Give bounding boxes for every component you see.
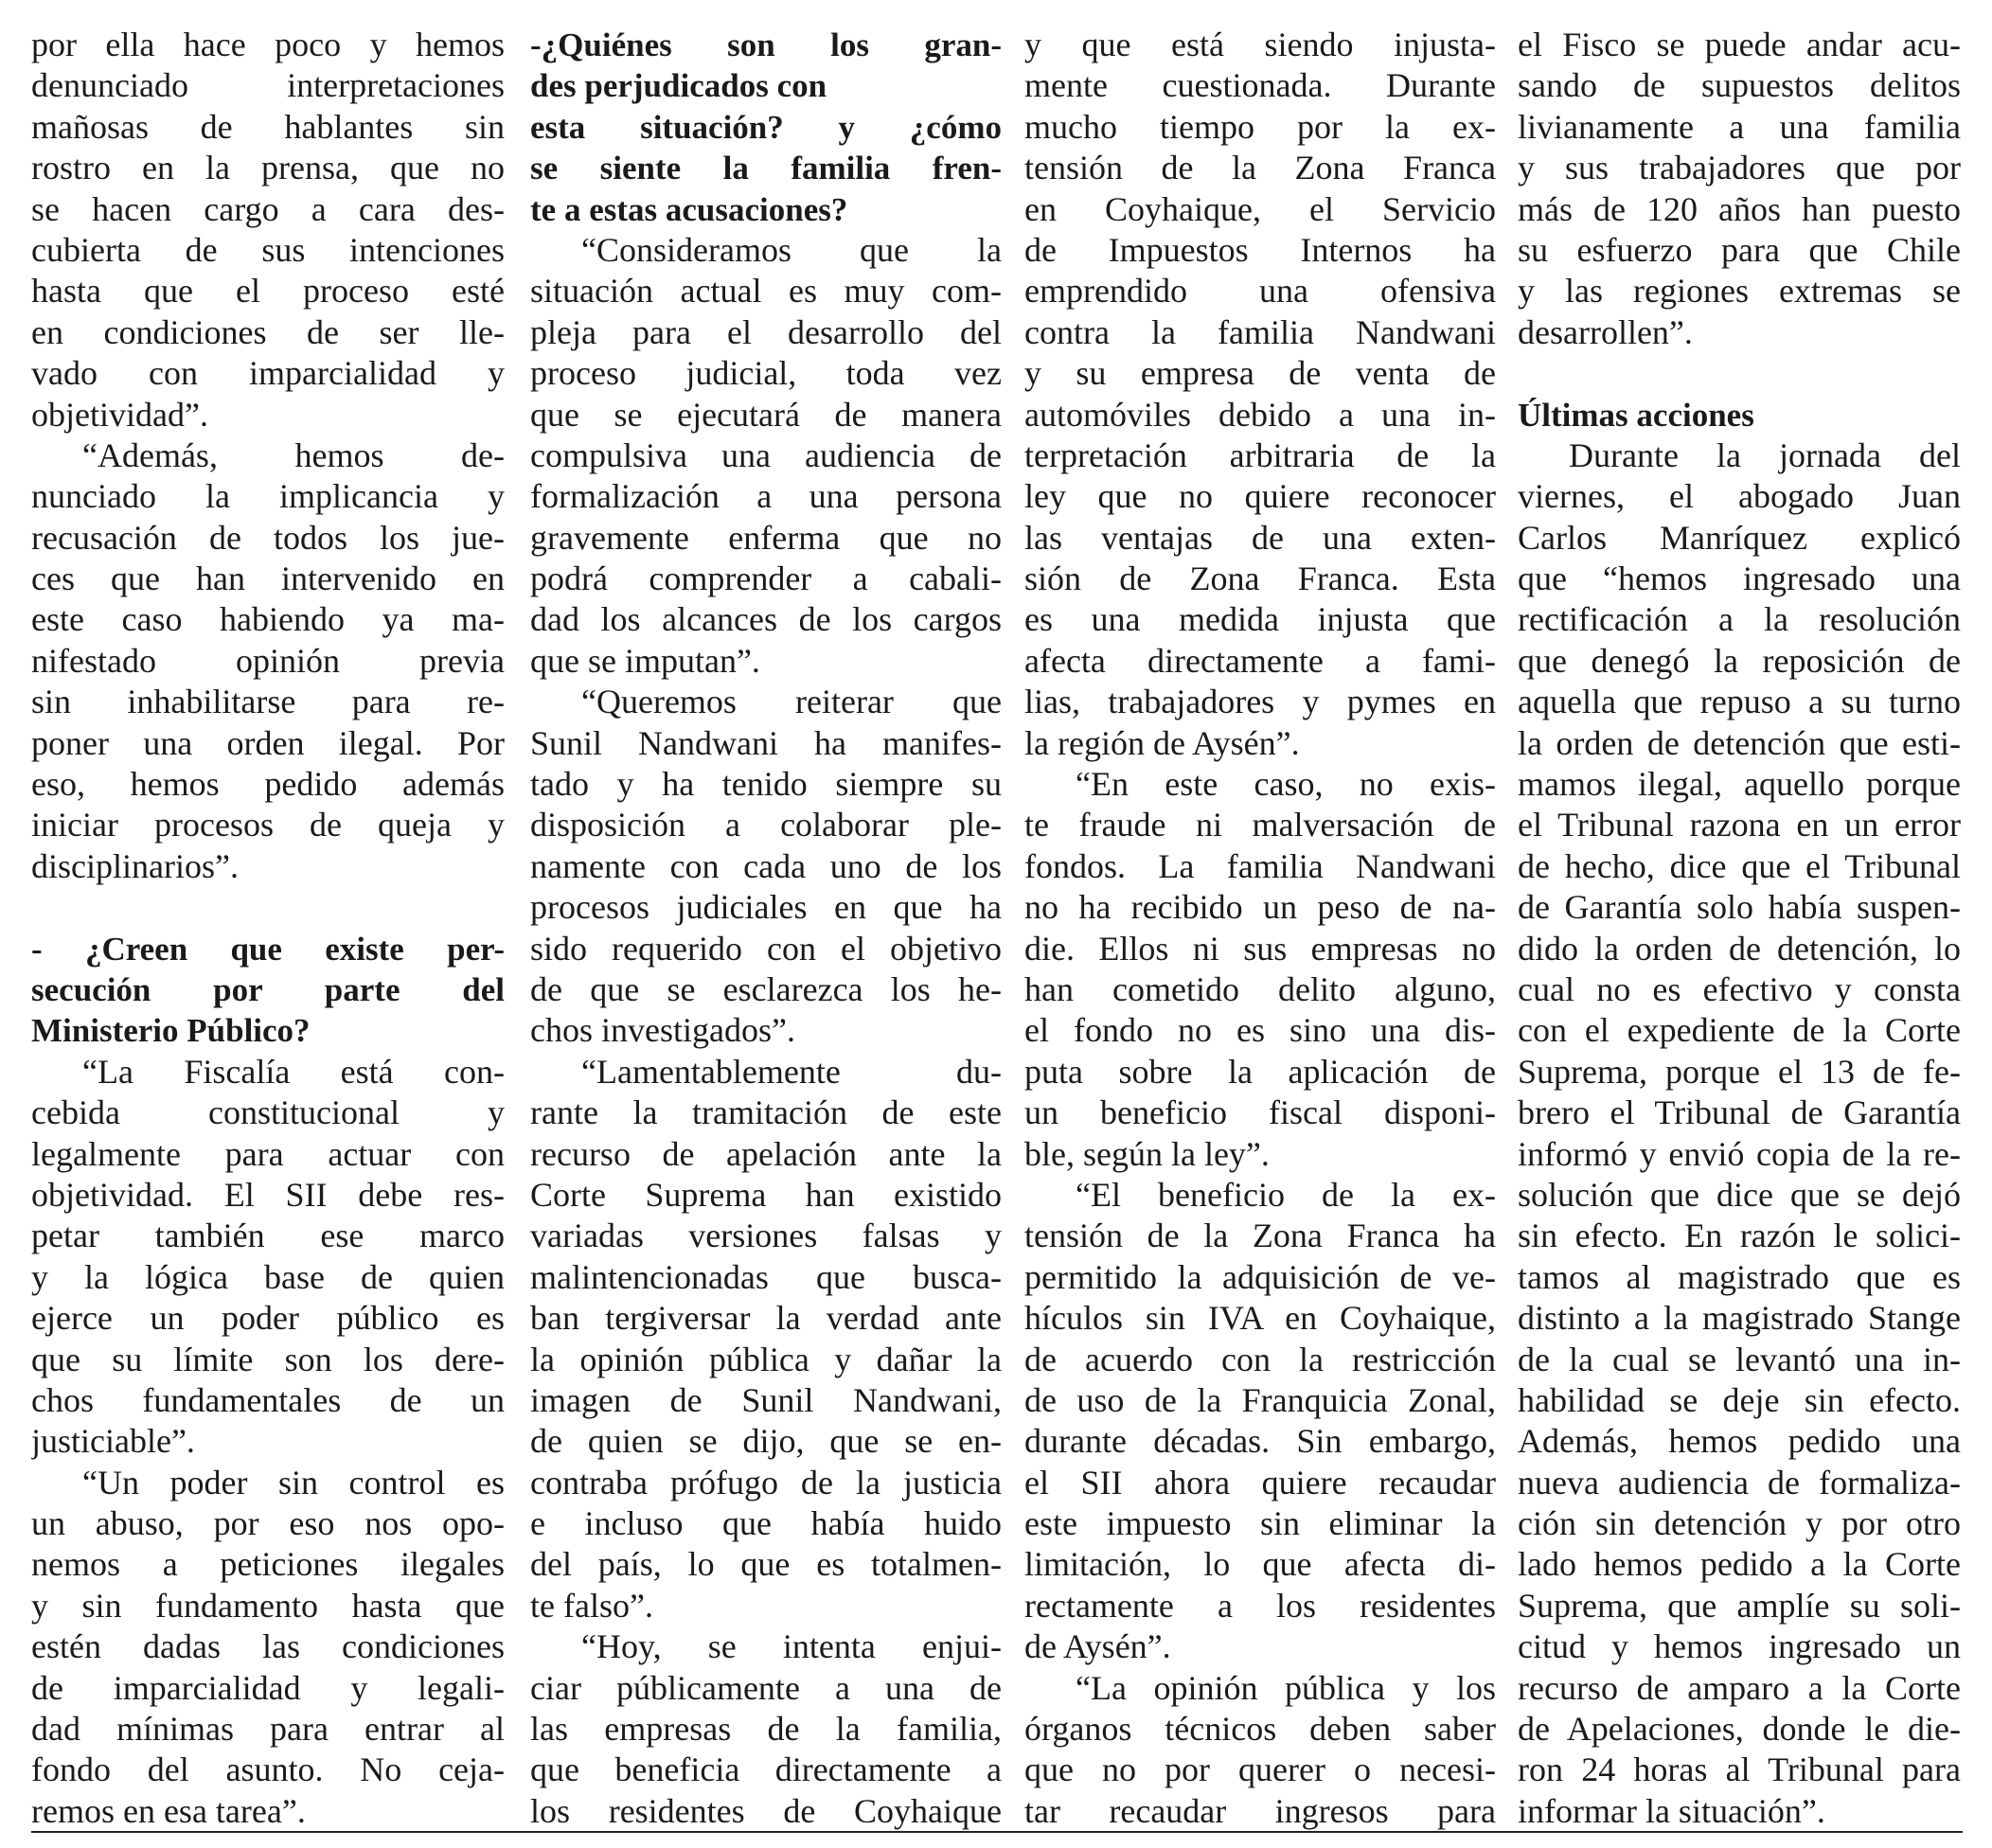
text-line: un abuso, por eso nos opo- [31,1504,505,1543]
text-line: y las regiones extremas se [1518,272,1961,311]
text-line: rectamente a los residentes [1024,1586,1496,1625]
text-line: que se ejecutará de manera [530,395,1002,434]
text-line: sido requerido con el objetivo [530,929,1002,968]
text-line: tamos al magistrado que es [1518,1257,1961,1296]
text-line: contraba prófugo de la justicia [530,1463,1002,1502]
text-line: ley que no quiere reconocer [1024,477,1496,516]
text-line: namente con cada uno de los [530,846,1002,885]
text-line: ción sin detención y por otro [1518,1504,1961,1543]
text-line: brero el Tribunal de Garantía [1518,1093,1961,1132]
text-line: en Coyhaique, el Servicio [1024,189,1496,228]
text-line: el fondo no es sino una dis- [1024,1011,1496,1050]
text-line: fondo del asunto. No ceja- [31,1750,505,1789]
text-line: desarrollen”. [1518,312,1693,351]
text-line: de imparcialidad y legali- [31,1668,505,1707]
text-line: y la lógica base de quien [31,1257,505,1296]
article-column-4 [1518,25,1961,1832]
text-line: eso, hemos pedido además [31,765,505,804]
text-line: habilidad se deje sin efecto. [1518,1380,1961,1419]
text-line: variadas versiones falsas y [530,1217,1002,1255]
text-line: pleja para el desarrollo del [530,312,1002,351]
text-line: podrá comprender a cabali- [530,560,1002,598]
text-line: hículos sin IVA en Coyhaique, [1024,1299,1496,1338]
text-line: “Lamentablemente du- [581,1052,1002,1091]
text-line: terpretación arbitraria de la [1024,435,1496,474]
text-line: remos en esa tarea”. [31,1791,306,1830]
text-line: disciplinarios”. [31,846,239,885]
text-line: tado y ha tenido siempre su [530,765,1002,804]
text-line: ces que han intervenido en [31,560,505,598]
text-line: ble, según la ley”. [1024,1134,1270,1173]
text-line: que no por querer o necesi- [1024,1750,1496,1789]
text-line: compulsiva una audiencia de [530,435,1002,474]
text-line: más de 120 años han puesto [1518,189,1961,228]
text-line: nunciado la implicancia y [31,477,505,516]
text-line: “La opinión pública y los [1076,1668,1496,1707]
text-line: e incluso que había huido [530,1504,1002,1543]
text-line: han cometido delito alguno, [1024,969,1496,1008]
text-line: contra la familia Nandwani [1024,312,1496,351]
article-column-3 [1024,25,1496,1832]
text-line: dido la orden de detención, lo [1518,929,1961,968]
text-line: procesos judiciales en que ha [530,888,1002,927]
subheading-line: se siente la familia fren- [530,150,1002,187]
text-line: objetividad”. [31,395,208,434]
text-line: ejerce un poder público es [31,1299,505,1338]
text-line: de acuerdo con la restricción [1024,1340,1496,1378]
text-line: cubierta de sus intenciones [31,230,505,269]
text-line: el Tribunal razona en un error [1518,806,1961,844]
text-line: citud y hemos ingresado un [1518,1627,1961,1666]
text-line: nifestado opinión previa [31,641,505,680]
text-line: legalmente para actuar con [31,1134,505,1173]
text-line: un beneficio fiscal disponi- [1024,1093,1496,1132]
subheading-line: -¿Quiénes son los gran- [530,27,1002,63]
text-line: que se imputan”. [530,641,760,680]
text-line: de Garantía solo había suspen- [1518,888,1961,927]
subheading-line: - ¿Creen que existe per- [31,930,505,968]
text-line: la región de Aysén”. [1024,723,1300,762]
text-line: afecta directamente a fami- [1024,641,1496,680]
text-line: informar la situación”. [1518,1791,1825,1830]
text-line: rectificación a la resolución [1518,600,1961,639]
text-line: tensión de la Zona Franca ha [1024,1217,1496,1255]
text-line: y sus trabajadores que por [1518,149,1961,187]
text-line: de Aysén”. [1024,1627,1171,1666]
text-line: de quien se dijo, que se en- [530,1422,1002,1461]
text-line: las ventajas de una exten- [1024,518,1496,557]
text-line: este caso habiendo ya ma- [31,600,505,639]
text-line: que denegó la reposición de [1518,641,1961,680]
text-line: durante décadas. Sin embargo, [1024,1422,1496,1461]
text-line: cual no es efectivo y consta [1518,969,1961,1008]
article-column-2 [530,25,1002,1832]
text-line: Durante la jornada del [1569,435,1961,474]
text-line: distinto a la magistrado Stange [1518,1299,1961,1338]
text-line: se hacen cargo a cara des- [31,189,505,228]
subheading-line: Últimas acciones [1518,396,1754,434]
text-line: de que se esclarezca los he- [530,969,1002,1008]
text-line: y sin fundamento hasta que [31,1586,505,1625]
text-line: puta sobre la aplicación de [1024,1052,1496,1091]
text-line: mucho tiempo por la ex- [1024,107,1496,146]
text-line: que “hemos ingresado una [1518,560,1961,598]
text-line: livianamente a una familia [1518,107,1961,146]
text-line: gravemente enferma que no [530,518,1002,557]
text-line: y su empresa de venta de [1024,354,1496,393]
text-line: por ella hace poco y hemos [31,26,505,63]
text-line: “Hoy, se intenta enjui- [581,1627,1002,1666]
bottom-rule-divider [31,1831,1963,1833]
text-line: Carlos Manríquez explicó [1518,518,1961,557]
text-line: su esfuerzo para que Chile [1518,230,1961,269]
text-line: “Además, hemos de- [82,435,505,474]
text-line: situación actual es muy com- [530,272,1002,311]
text-line: Sunil Nandwani ha manifes- [530,723,1002,762]
text-line: “Queremos reiterar que [581,683,1002,721]
text-line: nueva audiencia de formaliza- [1518,1463,1961,1502]
text-line: de Impuestos Internos ha [1024,230,1496,269]
text-line: lias, trabajadores y pymes en [1024,683,1496,721]
text-line: que beneficia directamente a [530,1750,1002,1789]
text-line: limitación, lo que afecta di- [1024,1545,1496,1584]
text-line: ron 24 horas al Tribunal para [1518,1750,1961,1789]
text-line: “La Fiscalía está con- [82,1052,505,1091]
text-line: de hecho, dice que el Tribunal [1518,846,1961,885]
text-line: las empresas de la familia, [530,1710,1002,1749]
text-line: die. Ellos ni sus empresas no [1024,929,1496,968]
text-line: Suprema, porque el 13 de fe- [1518,1052,1961,1091]
text-line: la orden de detención que esti- [1518,723,1961,762]
text-line: mamos ilegal, aquello porque [1518,765,1961,804]
text-line: iniciar procesos de queja y [31,806,505,844]
text-line: el Fisco se puede andar acu- [1518,26,1961,63]
text-line: la opinión pública y dañar la [530,1340,1002,1378]
text-line: poner una orden ilegal. Por [31,723,505,762]
text-line: en condiciones de ser lle- [31,312,505,351]
text-line: cebida constitucional y [31,1093,505,1132]
text-line: emprendido una ofensiva [1024,272,1496,311]
text-line: del país, lo que es totalmen- [530,1545,1002,1584]
text-line: ban tergiversar la verdad ante [530,1299,1002,1338]
text-line: “Un poder sin control es [82,1463,505,1502]
text-line: con el expediente de la Corte [1518,1011,1961,1050]
text-line: “El beneficio de la ex- [1076,1175,1496,1214]
text-line: proceso judicial, toda vez [530,354,1002,393]
text-line: chos investigados”. [530,1011,795,1050]
text-line: órganos técnicos deben saber [1024,1710,1496,1749]
text-line: vado con imparcialidad y [31,354,505,393]
text-line: rostro en la prensa, que no [31,149,505,187]
text-line: tar recaudar ingresos para [1024,1791,1496,1830]
text-line: nemos a peticiones ilegales [31,1545,505,1584]
text-line: Suprema, que amplíe su soli- [1518,1586,1961,1625]
text-line: dad mínimas para entrar al [31,1710,505,1749]
text-line: mente cuestionada. Durante [1024,66,1496,105]
text-line: permitido la adquisición de ve- [1024,1257,1496,1296]
text-line: informó y envió copia de la re- [1518,1134,1961,1173]
blank-line [31,887,505,928]
text-line: el SII ahora quiere recaudar [1024,1463,1496,1502]
text-line: es una medida injusta que [1024,600,1496,639]
text-line: viernes, el abogado Juan [1518,477,1961,516]
text-line: te fraude ni malversación de [1024,806,1496,844]
text-line: aquella que repuso a su turno [1518,683,1961,721]
text-line: tensión de la Zona Franca [1024,149,1496,187]
text-line: imagen de Sunil Nandwani, [530,1380,1002,1419]
text-line: objetividad. El SII debe res- [31,1175,505,1214]
blank-line [1518,353,1961,394]
text-line: automóviles debido a una in- [1024,395,1496,434]
text-line: chos fundamentales de un [31,1380,505,1419]
text-line: y que está siendo injusta- [1024,26,1496,63]
text-line: sin efecto. En razón le solici- [1518,1217,1961,1255]
text-line: no ha recibido un peso de na- [1024,888,1496,927]
subheading-line: des perjudicados con [530,67,827,105]
text-line: sando de supuestos delitos [1518,66,1961,105]
subheading-line: esta situación? y ¿cómo [530,108,1002,146]
text-line: sin inhabilitarse para re- [31,683,505,721]
text-line: recusación de todos los jue- [31,518,505,557]
text-line: “Consideramos que la [581,230,1002,269]
text-line: lado hemos pedido a la Corte [1518,1545,1961,1584]
text-line: disposición a colaborar ple- [530,806,1002,844]
subheading-line: te a estas acusaciones? [530,190,848,228]
text-line: mañosas de hablantes sin [31,107,505,146]
text-line: te falso”. [530,1586,653,1625]
article-column-1 [31,25,505,1832]
text-line: sión de Zona Franca. Esta [1024,560,1496,598]
text-line: estén dadas las condiciones [31,1627,505,1666]
text-line: recurso de amparo a la Corte [1518,1668,1961,1707]
text-line: solución que dice que se dejó [1518,1175,1961,1214]
subheading-line: Ministerio Público? [31,1012,311,1050]
text-line: de uso de la Franquicia Zonal, [1024,1380,1496,1419]
text-line: justiciable”. [31,1422,195,1461]
text-line: formalización a una persona [530,477,1002,516]
subheading-line: secución por parte del [31,970,505,1008]
text-line: este impuesto sin eliminar la [1024,1504,1496,1543]
text-line: que su límite son los dere- [31,1340,505,1378]
text-line: Además, hemos pedido una [1518,1422,1961,1461]
text-line: “En este caso, no exis- [1076,765,1496,804]
text-line: Corte Suprema han existido [530,1175,1002,1214]
text-line: de Apelaciones, donde le die- [1518,1710,1961,1749]
text-line: dad los alcances de los cargos [530,600,1002,639]
text-line: ciar públicamente a una de [530,1668,1002,1707]
text-line: de la cual se levantó una in- [1518,1340,1961,1378]
text-line: malintencionadas que busca- [530,1257,1002,1296]
text-line: recurso de apelación ante la [530,1134,1002,1173]
text-line: hasta que el proceso esté [31,272,505,311]
text-line: denunciado interpretaciones [31,66,505,105]
text-line: los residentes de Coyhaique [530,1791,1002,1830]
text-line: fondos. La familia Nandwani [1024,846,1496,885]
text-line: rante la tramitación de este [530,1093,1002,1132]
text-line: petar también ese marco [31,1217,505,1255]
